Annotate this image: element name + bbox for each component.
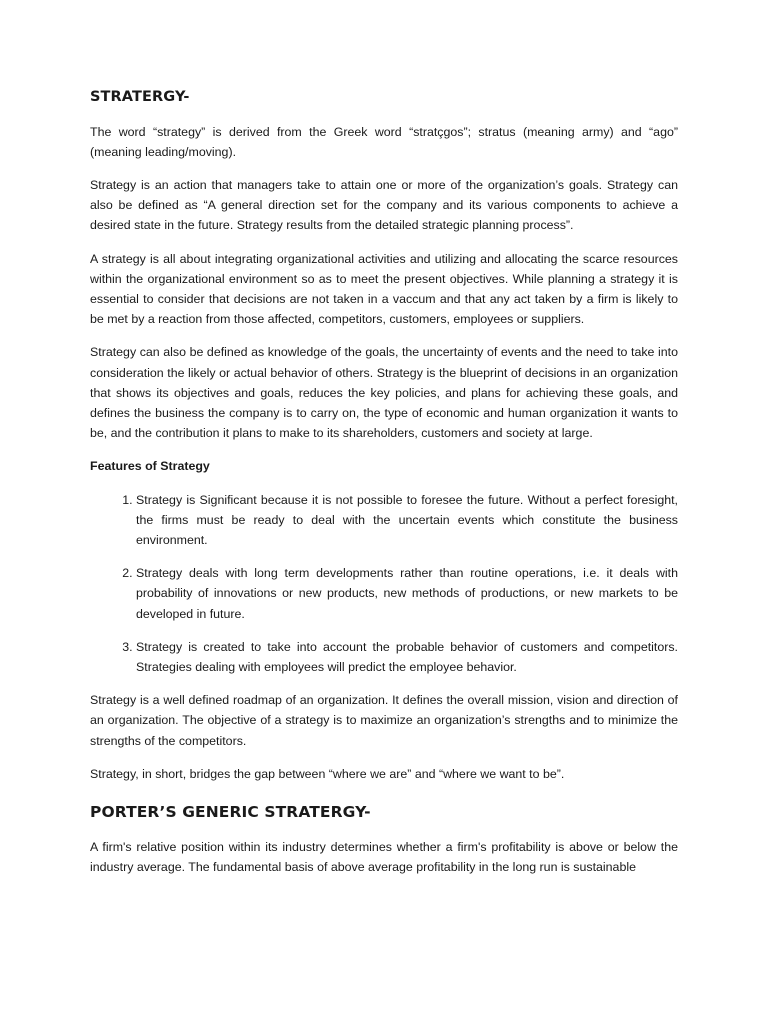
paragraph-roadmap: Strategy is a well defined roadmap of an organization. It defines the overall mission, vision and direction of an organization. The objective of a strategy is to maximize an organization’s strengths and to minimize the strengths of the competitors. bbox=[90, 693, 678, 748]
features-list bbox=[90, 490, 678, 678]
paragraph-porter-intro: A firm's relative position within its industry determines whether a firm's profitability is above or below the industry average. The fundamental basis of above average profitability in the long run is sustainable bbox=[90, 839, 678, 875]
paragraph-integration: A strategy is all about integrating organizational activities and utilizing and allocating the scarce resources within the organizational environment so as to meet the present objectives. While planning a strategy it is essential to consider that decisions are not taken in a vaccum and that any act taken by a firm is likely to be met by a reaction from those affected, competitors, customers, employees or suppliers. bbox=[90, 251, 678, 327]
feature-item: 3. Strategy is created to take into account the probable behavior of customers and competitors. Strategies dealing with employees will predict the employee behavior. bbox=[136, 637, 678, 677]
paragraph-summary: Strategy, in short, bridges the gap between “where we are” and “where we want to be”. bbox=[90, 766, 565, 781]
paragraph-definition: Strategy is an action that managers take to attain one or more of the organization’s goals. Strategy can also be defined as “A general direction set for the company and its various components to achieve a desired state in the future. Strategy results from the detailed strategic planning process”. bbox=[90, 177, 678, 233]
section-heading-porter: PORTER’S GENERIC STRATERGY- bbox=[90, 803, 371, 822]
paragraph-etymology: The word “strategy” is derived from the Greek word “stratçgos”; stratus (meaning army) and “ago” (meaning leading/moving). bbox=[90, 124, 678, 159]
features-title: Features of Strategy bbox=[90, 459, 210, 474]
paragraph-knowledge: Strategy can also be defined as knowledge of the goals, the uncertainty of events and the need to take into consideration the likely or actual behavior of others. Strategy is the blueprint of decisions in an organization that shows its objectives and goals, reduces the key policies, and plans for achieving these goals, and defines the business the company is to carry on, the type of economic and human organization it wants to be, and the contribution it plans to make to its shareholders, customers and society at large. bbox=[90, 345, 678, 441]
feature-item: 1. Strategy is Significant because it is not possible to foresee the future. Without a perfect foresight, the firms must be ready to deal with the uncertain events which constitute the business environment. bbox=[136, 490, 678, 551]
section-heading-strategy: STRATERGY- bbox=[90, 89, 190, 105]
feature-item: 2. Strategy deals with long term developments rather than routine operations, i.e. it deals with probability of innovations or new products, new methods of productions, or new markets to be developed in future. bbox=[136, 563, 678, 624]
